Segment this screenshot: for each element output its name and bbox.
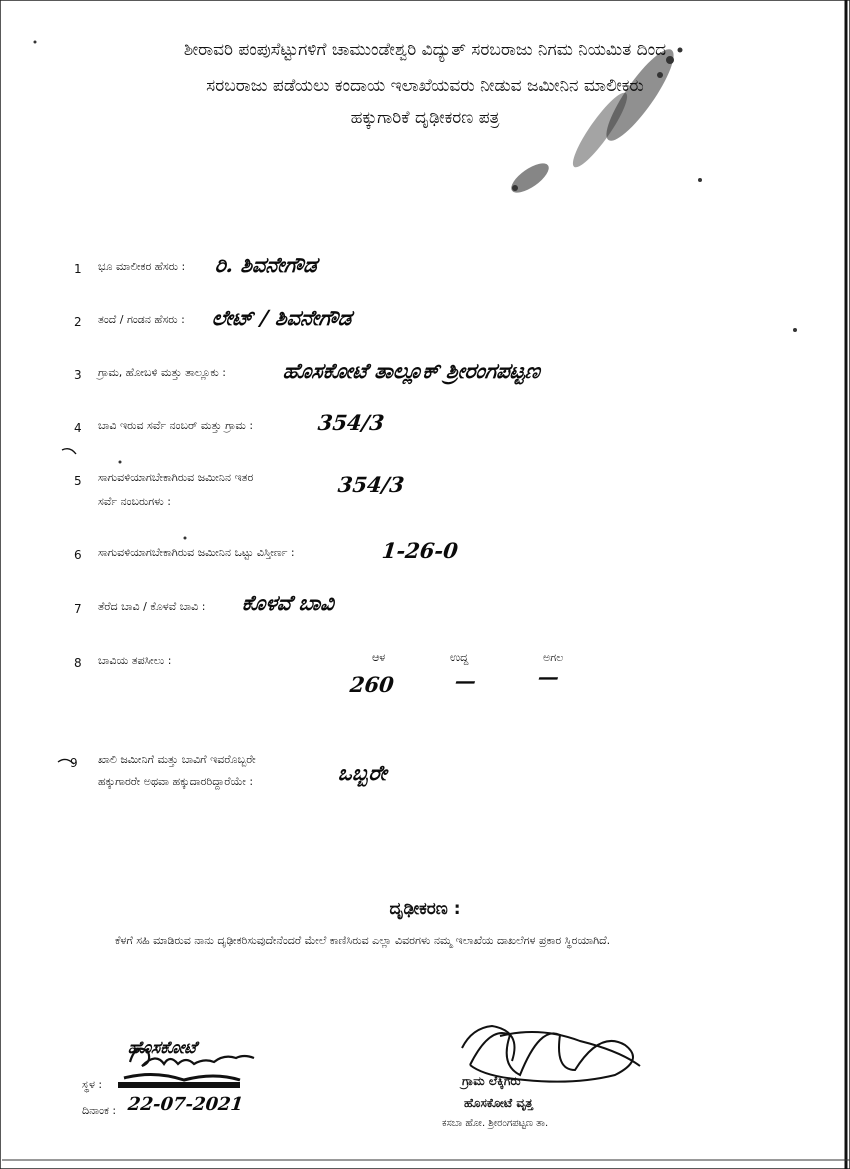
field-5-value: 354/3	[336, 472, 406, 497]
field-8-length-label: ಉದ್ದ	[450, 651, 469, 664]
field-2-value: ಲೇಟ್ / ಶಿವನೇಗೌಡ	[210, 305, 353, 330]
officer-line-2: ಹೊಸಕೋಟೆ ವೃತ್ತ	[464, 1096, 533, 1110]
field-7-number: 7	[74, 602, 82, 616]
field-8-length-value: —	[453, 668, 478, 693]
place-label: ಸ್ಥಳ :	[82, 1078, 103, 1091]
field-3-value: ಹೊಸಕೋಟೆ ತಾಲ್ಲೂಕ್ ಶ್ರೀರಂಗಪಟ್ಟಣ	[281, 358, 542, 383]
field-1-number: 1	[74, 262, 82, 276]
field-2-label: ತಂದೆ / ಗಂಡನ ಹೆಸರು :	[98, 313, 185, 326]
field-9-value: ಒಬ್ಬರೇ	[336, 760, 389, 785]
field-4-value: 354/3	[316, 410, 386, 435]
field-7-value: ಕೊಳವೆ ಬಾವಿ	[240, 590, 336, 615]
field-7-label: ತೆರೆದ ಬಾವಿ / ಕೊಳವೆ ಬಾವಿ :	[98, 600, 206, 613]
field-3-label: ಗ್ರಾಮ, ಹೋಬಳಿ ಮತ್ತು ತಾಲ್ಲೂಕು :	[98, 366, 226, 379]
field-6-value: 1-26-0	[380, 538, 460, 563]
field-5-label-2: ಸರ್ವೆ ನಂಬರುಗಳು :	[98, 495, 171, 508]
header-line-3: ಹಕ್ಕುಗಾರಿಕೆ ದೃಢೀಕರಣ ಪತ್ರ	[350, 108, 500, 128]
field-8-width-label: ಅಗಲ	[543, 651, 564, 664]
header-line-2: ಸರಬರಾಜು ಪಡೆಯಲು ಕಂದಾಯ ಇಲಾಖೆಯವರು ನೀಡುವ ಜಮೀನಿನ ಮಾಲೀಕರು	[206, 76, 644, 96]
field-6-number: 6	[74, 548, 82, 562]
field-4-label: ಬಾವಿ ಇರುವ ಸರ್ವೆ ನಂಬರ್ ಮತ್ತು ಗ್ರಾಮ :	[98, 419, 254, 432]
field-8-number: 8	[74, 656, 82, 670]
field-5-label: ಸಾಗುವಳಿಯಾಗಬೇಕಾಗಿರುವ ಜಮೀನಿನ ಇತರ	[98, 471, 254, 484]
field-1-label: ಭೂ ಮಾಲೀಕರ ಹೆಸರು :	[98, 260, 186, 273]
field-8-depth-label: ಆಳ	[372, 651, 386, 664]
officer-line-1: ಗ್ರಾಮ ಲೆಕ್ಕಿಗರು	[462, 1074, 521, 1088]
field-1-value: ರಿ. ಶಿವನೇಗೌಡ	[213, 252, 319, 277]
officer-line-3: ಕಸಬಾ ಹೋ. ಶ್ರೀರಂಗಪಟ್ಟಣ ತಾ.	[442, 1118, 549, 1129]
field-8-label: ಬಾವಿಯ ತಪಸೀಲು :	[98, 654, 172, 667]
certification-text: ಕೆಳಗೆ ಸಹಿ ಮಾಡಿರುವ ನಾನು ದೃಢೀಕರಿಸುವುದೇನೆಂದರೆ ಮೇಲೆ ಕಾಣಿಸಿರುವ ಎಲ್ಲಾ ವಿವರಗಳು ನಮ್ಮ ಇಲಾಖೆಯ ದಾಖಲೆಗಳ ಪ್ರಕಾರ ಸ್ಥಿರಯಾಗಿದೆ.	[115, 934, 611, 947]
place-handwritten: ಹೊಸಕೋಟೆ	[126, 1038, 198, 1058]
field-5-number: 5	[74, 474, 82, 488]
certification-title: ದೃಢೀಕರಣ :	[389, 899, 461, 919]
header-line-1: ಶೀರಾವರಿ ಪಂಪುಸೆಟ್ಟುಗಳಿಗೆ ಚಾಮುಂಡೇಶ್ವರಿ ವಿದ್ಯುತ್ ಸರಬರಾಜು ನಿಗಮ ನಿಯಮಿತ ದಿಂದ	[183, 40, 667, 60]
field-8-width-value: —	[536, 664, 561, 689]
date-label: ದಿನಾಂಕ :	[82, 1104, 117, 1117]
date-value: 22-07-2021	[126, 1094, 245, 1115]
field-9-label: ಖಾಲಿ ಜಮೀನಿಗೆ ಮತ್ತು ಬಾವಿಗೆ ಇವರೊಬ್ಬರೇ	[98, 753, 256, 766]
field-8-depth-value: 260	[348, 672, 396, 697]
field-6-label: ಸಾಗುವಳಿಯಾಗಬೇಕಾಗಿರುವ ಜಮೀನಿನ ಒಟ್ಟು ವಿಸ್ತೀರ್ಣ :	[98, 546, 295, 559]
field-9-number: 9	[70, 756, 78, 770]
field-2-number: 2	[74, 315, 82, 329]
field-4-number: 4	[74, 421, 82, 435]
field-3-number: 3	[74, 368, 82, 382]
field-9-label-2: ಹಕ್ಕುಗಾರರೇ ಅಥವಾ ಹಕ್ಕುದಾರರಿದ್ದಾರೆಯೇ :	[98, 775, 254, 788]
